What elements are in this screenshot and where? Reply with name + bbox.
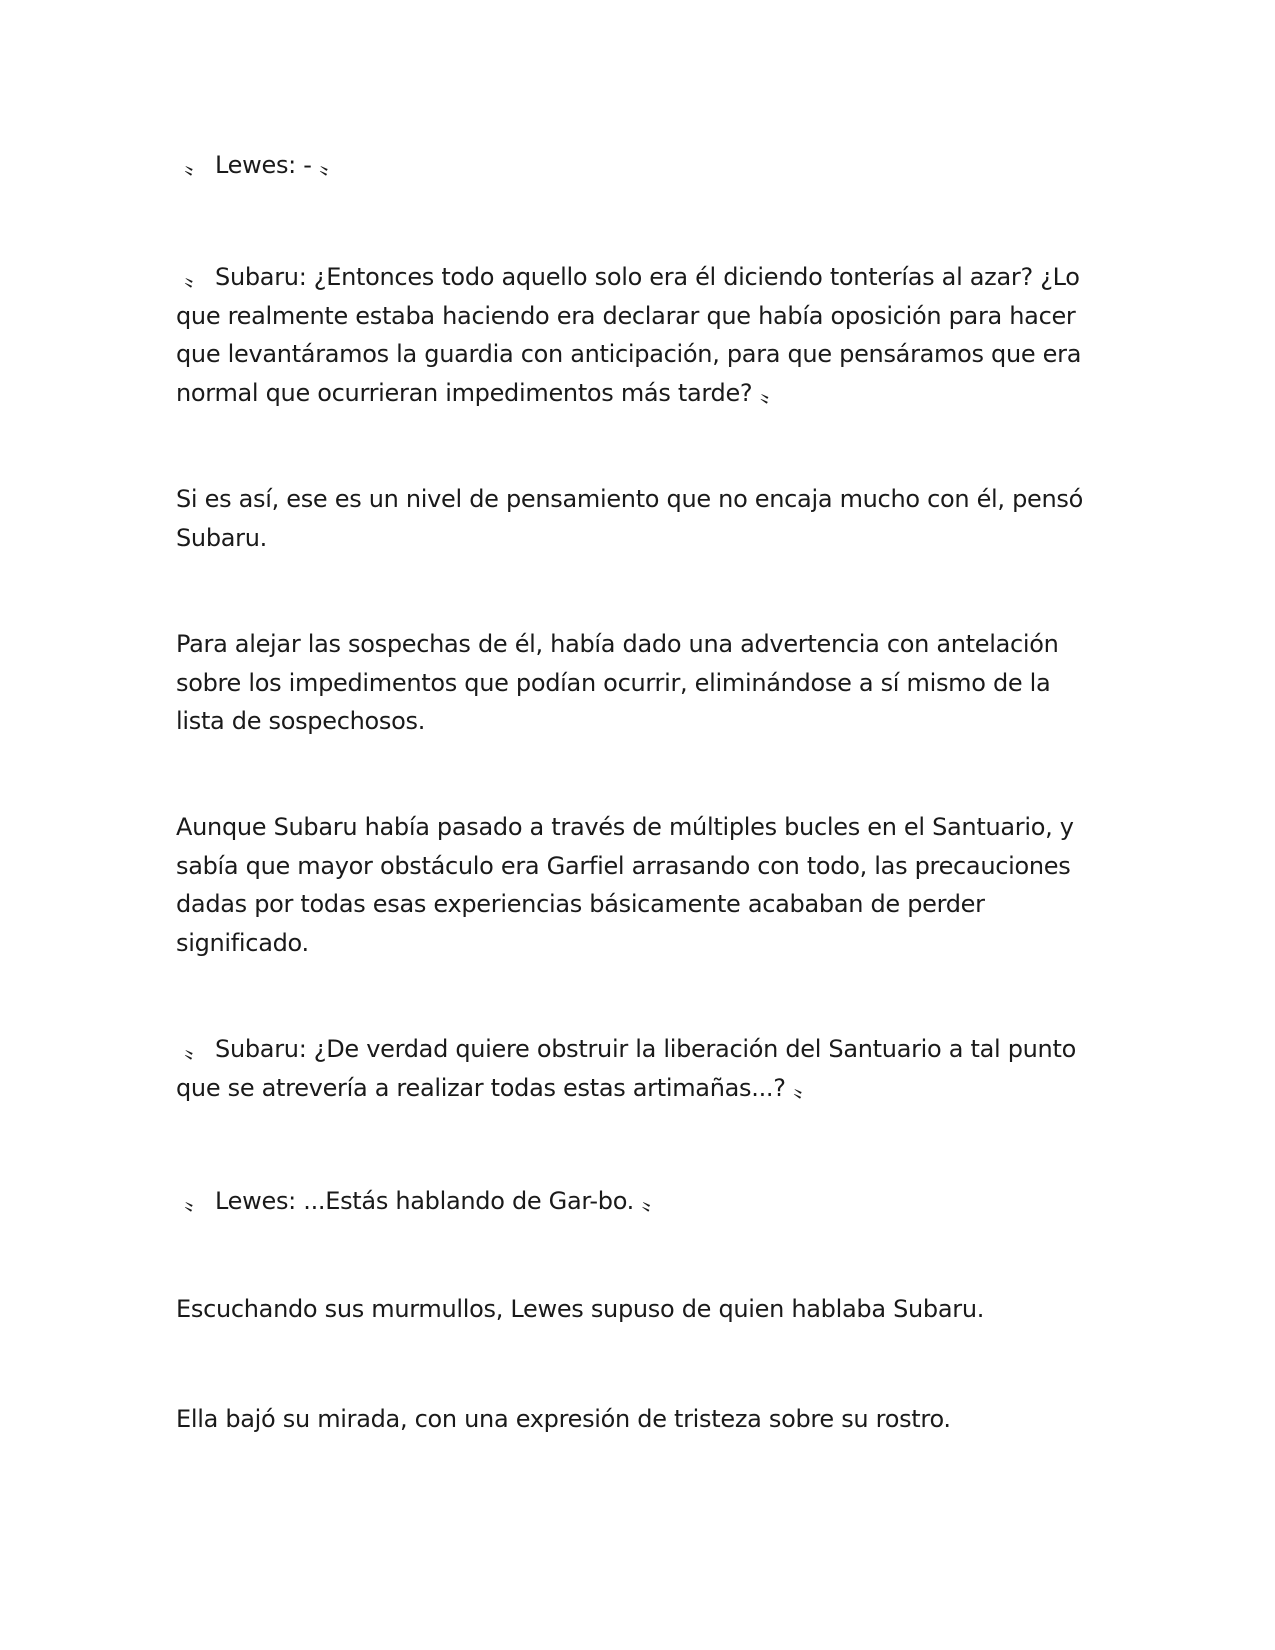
narration-paragraph-5: Ella bajó su mirada, con una expresión de tristeza sobre su rostro. bbox=[176, 1405, 951, 1433]
narration-paragraph-2: Para alejar las sospechas de él, había dado una advertencia con antelación sobre los impedimentos que podían ocurrir, eliminándose a sí mismo de la lista de sospechosos. bbox=[176, 630, 1066, 735]
narration-paragraph-1: Si es así, ese es un nivel de pensamiento que no encaja mucho con él, pensó Subaru. bbox=[176, 485, 1091, 552]
dialogue-lewes-2: 〟 Lewes: ...Estás hablando de Gar-bo. 〟 bbox=[184, 1187, 666, 1215]
dialogue-subaru-1: 〟 Subaru: ¿Entonces todo aquello solo era él diciendo tonterías al azar? ¿Lo que realmente estaba haciendo era declarar que había oposición para hacer que levantáramos la guardia con anticipación, para que pensáramos que era normal que ocurrieran impedimentos más tarde? 〟 bbox=[176, 263, 1089, 407]
dialogue-subaru-2: 〟 Subaru: ¿De verdad quiere obstruir la liberación del Santuario a tal punto que se atrevería a realizar todas estas artimañas...? 〟 bbox=[176, 1035, 1084, 1102]
narration-paragraph-3: Aunque Subaru había pasado a través de múltiples bucles en el Santuario, y sabía que mayor obstáculo era Garfiel arrasando con todo, las precauciones dadas por todas esas experiencias básicamente acababan de perder significado. bbox=[176, 813, 1081, 957]
narration-paragraph-4: Escuchando sus murmullos, Lewes supuso de quien hablaba Subaru. bbox=[176, 1295, 985, 1323]
dialogue-lewes-1: 〟 Lewes: - 〟 bbox=[184, 151, 343, 179]
